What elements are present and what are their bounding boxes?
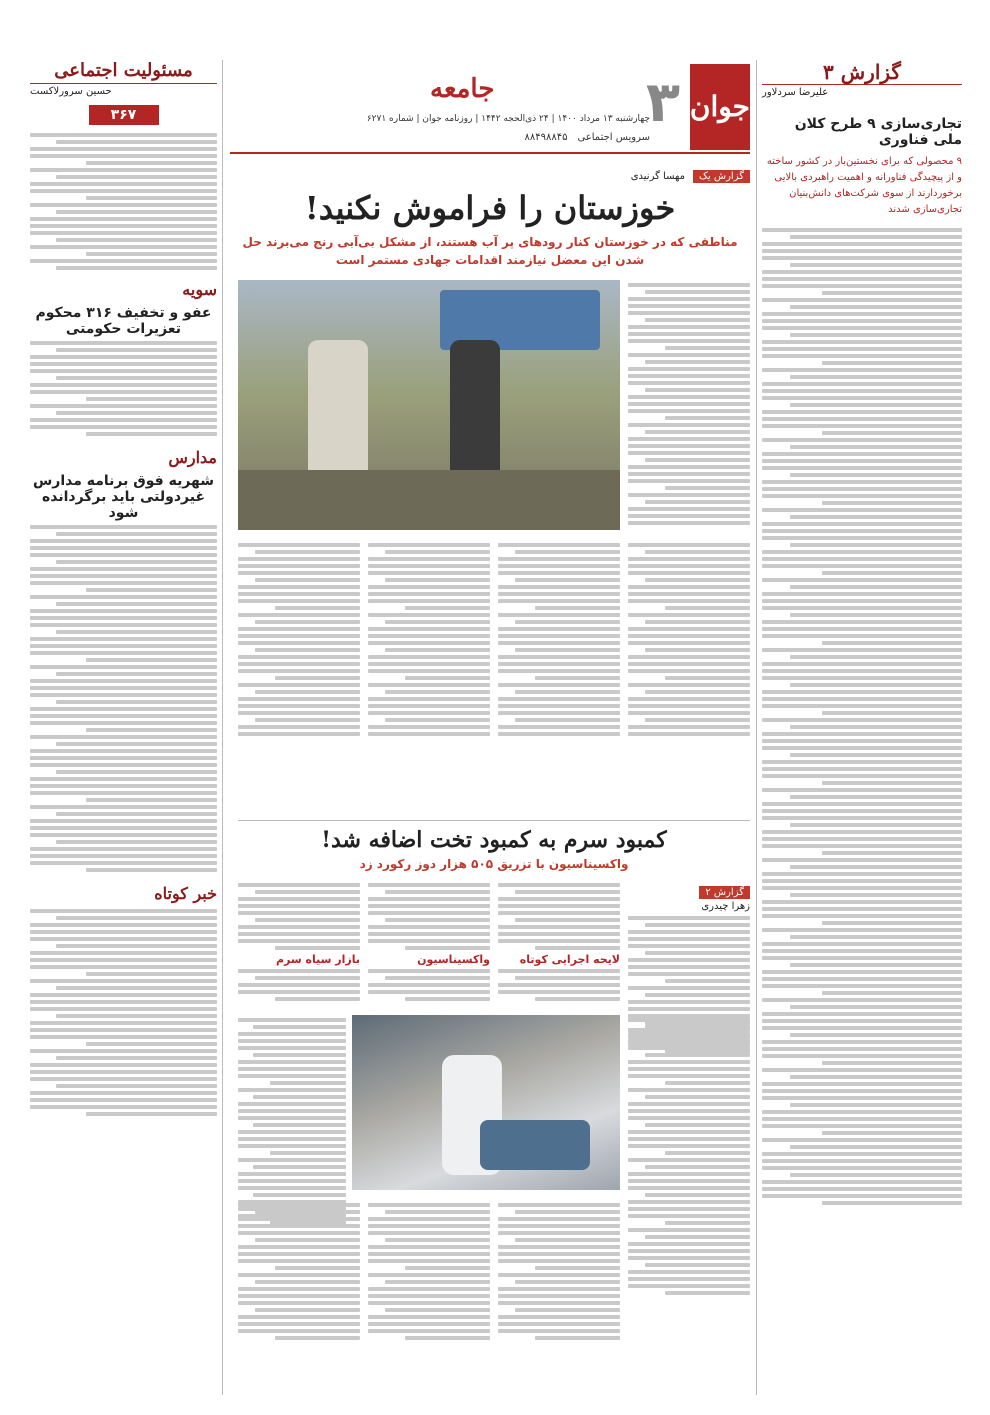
- story-text: [30, 133, 217, 270]
- second-deck: واکسیناسیون با تزریق ۵۰۵ هزار دوز رکورد زد: [359, 857, 629, 871]
- masthead: [230, 62, 750, 154]
- right-author: علیرضا سردلاور: [762, 87, 829, 98]
- second-story: [238, 820, 750, 871]
- second-author: زهرا چیدری: [701, 901, 750, 912]
- right-lead: ۹ محصولی که برای نخستین‌بار در کشور ساخته و از پیچیدگی فناورانه و اهمیت راهبردی بالایی برخوردارند از سوی شرکت‌های دانش‌بنیان تجاری‌سازی شدند: [766, 156, 962, 215]
- main-headline: خوزستان را فراموش نکنید!: [304, 189, 676, 227]
- story2-title: شهریه فوق برنامه مدارس غیردولتی باید برگردانده شود: [32, 473, 215, 521]
- right-kicker: گزارش ۳: [762, 60, 962, 85]
- second-headline: کمبود سرم به کمبود تخت اضافه شد!: [321, 827, 667, 853]
- story3-text: [30, 909, 217, 1116]
- right-headline: تجاری‌سازی ۹ طرح کلان ملی فناوری: [794, 116, 962, 148]
- brand-logo: جوان: [690, 64, 750, 150]
- subhead-black-market: بازار سیاه سرم: [275, 953, 360, 966]
- number-badge: ۳۶۷: [89, 105, 159, 125]
- subhead-vaccination: واکسیناسیون: [417, 953, 490, 966]
- main-author: مهسا گرنیدی: [630, 171, 685, 182]
- section-title: جامعه: [430, 74, 495, 104]
- main-kicker: گزارش یک: [693, 170, 750, 183]
- author: حسین سرورلاکست: [30, 86, 112, 97]
- main-deck: مناطقی که در خوزستان کنار رودهای پر آب هستند، از مشکل بی‌آبی رنج می‌برند حل شدن این معضل نیازمند اقدامات جهادی مستمر است: [242, 235, 738, 267]
- ground-shape: [238, 470, 620, 530]
- second-text-columns: [238, 880, 620, 1004]
- bed-shape: [480, 1120, 590, 1170]
- page-number: ۳: [645, 70, 680, 135]
- date-line: چهارشنبه ۱۳ مرداد ۱۴۰۰ | ۲۴ ذی‌الحجه ۱۴۴۲ | روزنامه جوان | شماره ۶۲۷۱: [366, 114, 650, 124]
- story3-kicker: خبر کوتاه: [154, 884, 217, 903]
- story1-kicker: سویه: [182, 280, 217, 299]
- second-text-left: [238, 1015, 346, 1228]
- right-text: [762, 228, 962, 1205]
- second-text-bottom: [238, 1200, 620, 1343]
- phone-number: ۸۸۴۹۸۸۴۵: [524, 132, 568, 143]
- second-text-right: [628, 1015, 750, 1298]
- service-label: سرویس اجتماعی: [577, 132, 650, 143]
- hospital-photo: [352, 1015, 620, 1190]
- second-kicker: گزارش ۲: [699, 886, 750, 899]
- section-title: مسئولیت اجتماعی: [30, 60, 217, 84]
- story1-title: عفو و تخفیف ۳۱۶ محکوم تعزیرات حکومتی: [35, 305, 212, 337]
- right-column: [762, 60, 962, 1395]
- subhead-bill: لایحه اجرایی کوتاه: [519, 953, 620, 966]
- story2-kicker: مدارس: [168, 448, 217, 467]
- story1-text: [30, 341, 217, 436]
- story2-text: [30, 525, 217, 872]
- main-photo: [238, 280, 620, 530]
- main-text-columns: [238, 540, 750, 739]
- main-story: [230, 170, 750, 269]
- main-text-col1: [628, 280, 750, 528]
- left-column: [30, 60, 217, 1395]
